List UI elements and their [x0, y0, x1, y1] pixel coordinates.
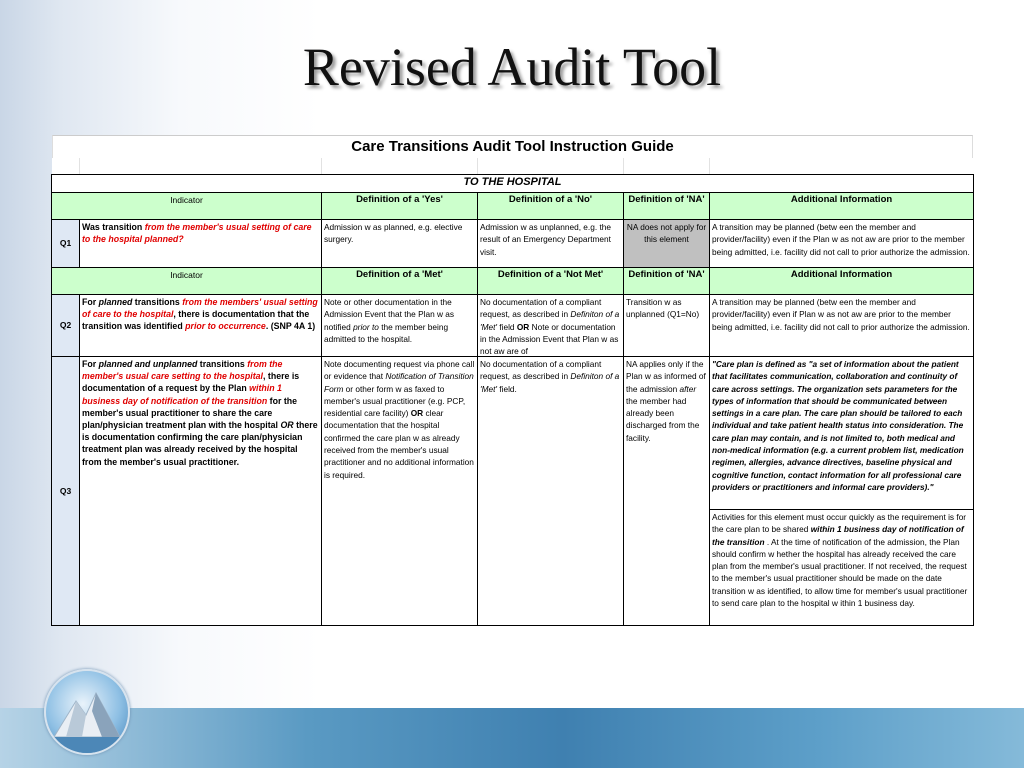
q2-notmet-e: Note or documentation in the Admission Event that Plan w as not aw are of	[480, 321, 619, 355]
spacer-row	[52, 158, 971, 174]
q2-met-c: the member being admitted to the hospital.	[324, 321, 449, 344]
q3-ind-h: OR	[280, 420, 294, 431]
q3-add2-a: Activities for this element must occur quickly as the requirement is for the care plan to be shared	[712, 512, 967, 535]
q2-ind-a: For	[82, 297, 99, 307]
section-title: TO THE HOSPITAL	[52, 175, 974, 193]
q2-ind-c: transitions	[132, 297, 183, 307]
q3-row	[52, 357, 974, 510]
q2-notmet-d: OR	[516, 321, 530, 332]
q2-ind-e: , there is documentation that the transition was identified	[82, 309, 310, 332]
q2-ind-d: from the members' usual setting of care to the hospital	[82, 297, 318, 320]
q2-row	[52, 295, 974, 357]
q3-ind-d: from the member's usual care setting to the hospital	[82, 359, 283, 382]
q1-ind-a: Was transition	[82, 222, 145, 232]
q3-met-b: Notification of Transition Form	[324, 371, 474, 394]
header-def-na: Definition of 'NA'	[624, 193, 710, 220]
guide-title: Care Transitions Audit Tool Instruction Guide	[52, 135, 973, 158]
q3-met-e: clear documentation that the hospital confirmed the care plan w as already received from the member's usual practitioner and no additional information is required.	[324, 408, 474, 480]
q2-additional: A transition may be planned (betw een the member and provider/facility) even if Plan w as not aw are prior to the member being admitted, i.e. facility did not call to prior authorize the admission.	[710, 295, 974, 357]
q2-met-a: Note or other documentation in the Admission Event that the Plan w as notified	[324, 297, 455, 332]
q3-additional-timing	[710, 510, 974, 626]
header-additional: Additional Information	[710, 193, 974, 220]
q1-additional: A transition may be planned (betw een the member and provider/facility) even if the Plan w as not aw are prior to the member being admitted, i.e. facility did not call to prior authorize the admission.	[710, 220, 974, 268]
q3-met-c: or other form w as faxed to member's usual practitioner (e.g. PCP, residential care facility)	[324, 383, 466, 419]
q3-def-notmet	[478, 357, 624, 626]
slide-title: Revised Audit Tool	[302, 37, 722, 97]
q2-notmet-a: No documentation of a compliant request, as described in	[480, 297, 602, 320]
q3-na-a: NA applies only if the Plan w as informed of the admission	[626, 359, 706, 394]
q3-ind-e: , there is documentation of a request by the Plan	[82, 371, 300, 394]
q3-na-b: after	[679, 383, 697, 394]
q2-indicator	[80, 295, 322, 357]
q3-def-met	[322, 357, 478, 626]
header2-additional: Additional Information	[710, 268, 974, 295]
header-indicator: Indicator	[52, 193, 322, 220]
q2-def-na: Transition w as unplanned (Q1=No)	[624, 295, 710, 357]
q1-indicator	[80, 220, 322, 268]
q1-def-no: Admission w as unplanned, e.g. the result of an Emergency Department visit.	[478, 220, 624, 268]
q3-met-d: OR	[410, 408, 424, 419]
q3-def-na	[624, 357, 710, 626]
q3-indicator	[80, 357, 322, 626]
mountain-logo-icon	[44, 669, 130, 755]
q3-add2-b: within 1 business day of notification of the transition	[712, 524, 964, 547]
q3-notmet-a: No documentation of a compliant request, as described in	[480, 359, 602, 382]
q3-ind-a: For	[82, 359, 99, 369]
q3-add2-c: . At the time of notification of the admission, the Plan should confirm w hether the hospital has already received the care plan from the member's usual practitioner. If not received, the request to the member's usual practitioner should be made on the date transition w as identified, to allow time for member's usual practitioner to send care plan to the hospital w ithin 1 business day.	[712, 536, 968, 609]
header2-def-na: Definition of 'NA'	[624, 268, 710, 295]
header2-def-met: Definition of a 'Met'	[322, 268, 478, 295]
q3-ind-c: transitions	[197, 359, 248, 369]
q1-def-na: NA does not apply for this element	[624, 220, 710, 268]
q2-ind-f: prior to occurrence	[185, 321, 266, 332]
audit-table	[51, 174, 974, 626]
header2-indicator: Indicator	[52, 268, 322, 295]
q1-ind-b: from the member's usual setting of care to the hospital planned?	[82, 222, 312, 245]
q3-met-a: Note documenting request via phone call or evidence that	[324, 359, 475, 382]
q3-ind-g: for the member's usual practitioner to share the care plan/physician treatment plan with the hospital	[82, 395, 298, 431]
q1-label: Q1	[52, 220, 80, 268]
q2-notmet-c: field	[497, 321, 517, 332]
q1-row	[52, 220, 974, 268]
q3-ind-f: within 1 business day of notification of the transition	[82, 383, 282, 406]
q2-label: Q2	[52, 295, 80, 357]
q3-ind-i: there is documentation confirming the care plan/physician treatment plan was already received by the hospital from the member's usual practitioner.	[82, 420, 318, 467]
q3-additional-care-plan: "Care plan is defined as "a set of information about the patient that facilitates communication, collaboration and continuity of care across settings. The organization sets parameters for the types of information that should be communicated between settings in a care plan. The care plan should be tailored to each individual and take patient health status into consideration. The care plan may contain, and is not limited to, both medical and non-medical information (e.g. a current problem list, medication regimen, allergies, advance directives, baseline physical and cognitive function, contact information for all professional care providers or practitioners and informal care providers)."	[710, 357, 974, 510]
header-def-no: Definition of a 'No'	[478, 193, 624, 220]
q2-ind-g: . (SNP 4A 1)	[265, 321, 316, 332]
bottom-band	[0, 708, 1024, 768]
header2-def-notmet: Definition of a 'Not Met'	[478, 268, 624, 295]
q3-ind-b: planned and unplanned	[98, 359, 198, 369]
q2-def-notmet	[478, 295, 624, 357]
header-def-yes: Definition of a 'Yes'	[322, 193, 478, 220]
q3-label: Q3	[52, 357, 80, 626]
q2-notmet-b: Definiton of a 'Met'	[480, 309, 620, 332]
q2-def-met	[322, 295, 478, 357]
q2-ind-b: planned	[98, 297, 133, 307]
q2-met-b: prior to	[353, 321, 379, 332]
q3-na-c: the member had already been discharged from the facility.	[626, 395, 700, 443]
q3-notmet-b: Definiton of a 'Met'	[480, 371, 620, 394]
q3-notmet-c: field.	[497, 383, 517, 394]
q1-def-yes: Admission w as planned, e.g. elective surgery.	[322, 220, 478, 268]
